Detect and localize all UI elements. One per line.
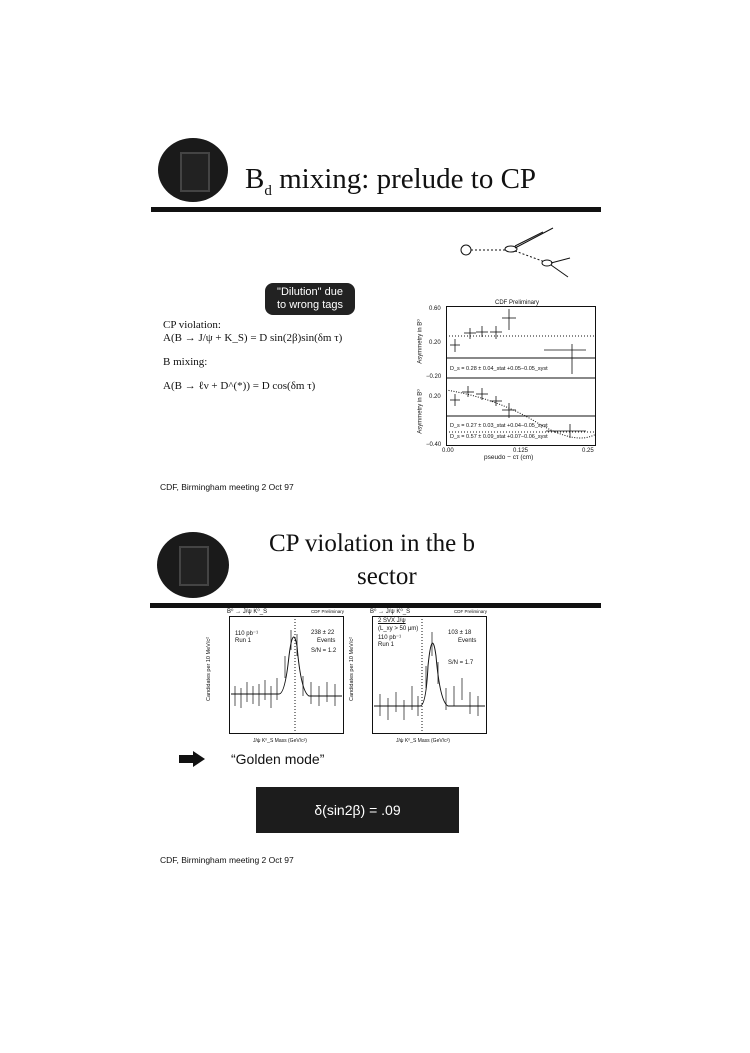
run-label: Run 1 xyxy=(378,642,395,648)
ytick: 0.20 xyxy=(429,394,441,400)
sin2beta-result-box: δ(sin2β) = .09 xyxy=(256,787,459,833)
plot-xlabel: J/ψ K⁰_S Mass (GeV/c²) xyxy=(253,738,307,744)
lumi-label: 110 pb⁻¹ xyxy=(378,635,402,641)
run-label: Run 1 xyxy=(235,638,252,644)
slide1-title: $B_d$ mixing: prelude to CP xyxy=(245,163,537,199)
golden-mode-label: “Golden mode” xyxy=(231,751,325,767)
events-count: 103 ± 18 xyxy=(448,630,472,636)
sn-label: S/N = 1.2 xyxy=(311,648,337,654)
dilution-callout: "Dilution" due to wrong tags xyxy=(265,283,355,315)
sn-label: S/N = 1.7 xyxy=(448,660,474,666)
asymmetry-plot xyxy=(417,298,600,462)
b-mixing-label: B mixing: xyxy=(163,356,208,368)
prelim-label: CDF Preliminary xyxy=(311,609,345,614)
slide1-footer: CDF, Birmingham meeting 2 Oct 97 xyxy=(160,482,294,492)
plot-xlabel: pseudo − cτ (cm) xyxy=(484,454,534,461)
chapter-badge-icon xyxy=(158,138,228,202)
svx-label: 2 SVX J/ψ xyxy=(378,618,406,624)
plot-ylabel: Candidates per 10 MeV/c² xyxy=(348,637,355,701)
decay-diagram xyxy=(455,222,575,284)
mass-plot-left xyxy=(205,608,348,750)
slide2-footer: CDF, Birmingham meeting 2 Oct 97 xyxy=(160,855,294,865)
mass-plot-right xyxy=(348,608,491,750)
plot-note-bottom: D_s = 0.57 ± 0.09_stat +0.07−0.06_syst xyxy=(450,434,548,440)
xtick: 0.125 xyxy=(513,448,529,454)
plot-ylabel: Candidates per 10 MeV/c² xyxy=(205,637,212,701)
xtick: 0.25 xyxy=(582,448,594,454)
events-label: Events xyxy=(458,638,477,644)
ytick: −0.40 xyxy=(426,442,442,448)
plot-xlabel: J/ψ K⁰_S Mass (GeV/c²) xyxy=(396,738,450,744)
cp-asymmetry-equation: A(B → J/ψ + K_S) = D sin(2β)sin(δm τ) xyxy=(163,332,343,344)
channel-label: B⁰ → J/ψ K⁰_S xyxy=(227,609,268,615)
chapter-badge-icon xyxy=(157,532,229,598)
ytick: −0.20 xyxy=(426,374,442,380)
events-label: Events xyxy=(317,638,336,644)
prelim-label: CDF Preliminary xyxy=(454,609,488,614)
plot-header: CDF Preliminary xyxy=(495,300,540,306)
plot-note-top: D_s = 0.28 ± 0.04_stat +0.05−0.05_syst xyxy=(450,366,548,372)
mixing-asymmetry-equation: A(B → ℓν + D^(*)) = D cos(δm τ) xyxy=(163,380,316,392)
slide2-title-line2: sector xyxy=(357,563,417,590)
cp-violation-label: CP violation: xyxy=(163,319,221,331)
xtick: 0.00 xyxy=(442,448,454,454)
right-arrow-icon xyxy=(179,751,205,767)
plot-ylabel-top: Asymmetry in B⁰ xyxy=(417,319,424,364)
channel-label: B⁰ → J/ψ K⁰_S xyxy=(370,609,411,615)
ytick: 0.60 xyxy=(429,306,441,312)
events-count: 238 ± 22 xyxy=(311,630,335,636)
cut-label: (L_xy > 50 μm) xyxy=(378,626,419,632)
plot-ylabel-bottom: Asymmetry in B⁰ xyxy=(417,389,424,434)
ytick: 0.20 xyxy=(429,340,441,346)
plot-note-bottom: D_s = 0.27 ± 0.03_stat +0.04−0.05_syst xyxy=(450,423,548,429)
title-rule xyxy=(151,207,601,212)
lumi-label: 110 pb⁻¹ xyxy=(235,631,259,637)
slide2-title-line1: CP violation in the b xyxy=(269,530,476,557)
